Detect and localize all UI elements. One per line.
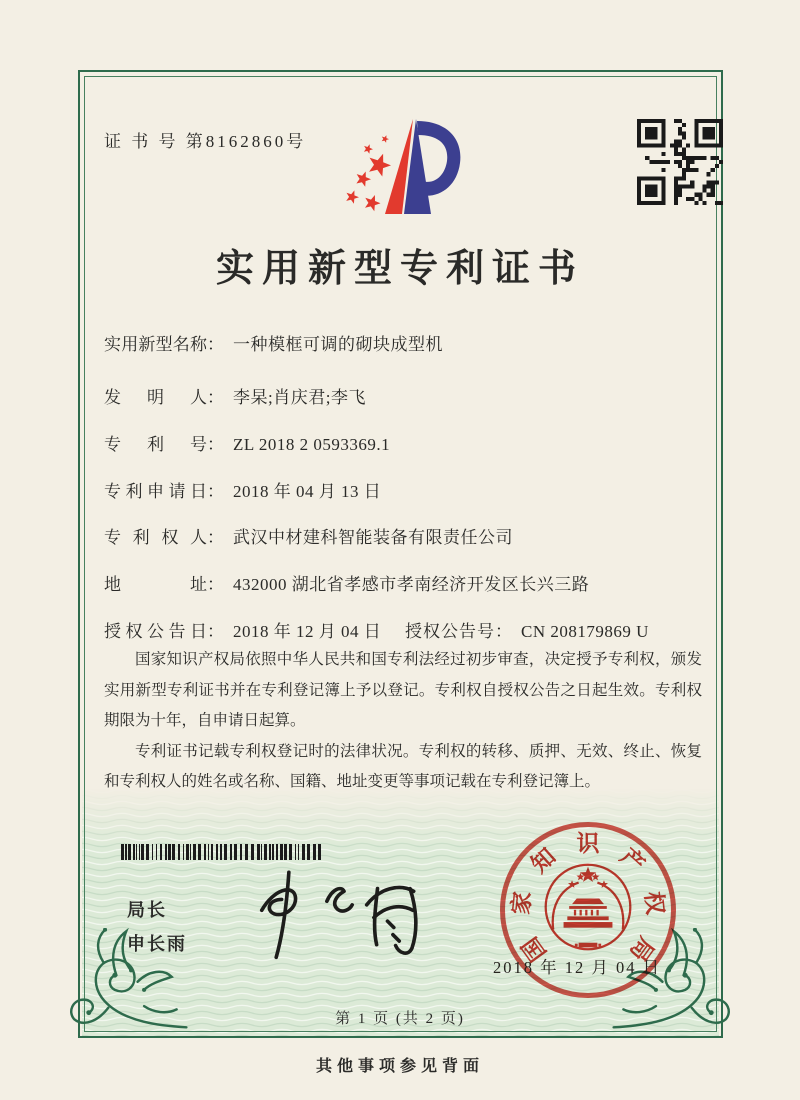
field-value: 一种模框可调的砌块成型机 <box>233 335 443 354</box>
seal-char: 产 <box>615 843 650 878</box>
field-colon: ： <box>207 335 224 354</box>
back-side-note: 其他事项参见背面 <box>315 1058 484 1075</box>
certificate-number: 证 书 号 第8162860号 <box>104 132 307 151</box>
seal-char: 权 <box>640 890 668 916</box>
field-row-grant <box>104 617 649 642</box>
officer-title: 局长 <box>127 900 167 920</box>
field-label: 专利号 <box>104 435 207 454</box>
field-value: ZL 2018 2 0593369.1 <box>233 435 391 454</box>
seal-char: 识 <box>576 831 600 856</box>
field-label: 授权公告号 <box>405 622 495 641</box>
seal-char: 国 <box>517 932 552 966</box>
field-colon: ： <box>207 575 224 594</box>
field-row-filing-date <box>104 477 381 502</box>
field-row-inventors <box>104 383 366 408</box>
field-colon: ： <box>207 388 224 407</box>
seal-char: 知 <box>526 843 561 878</box>
legal-paragraph-2: 专利证书记载专利权登记时的法律状况。专利权的转移、质押、无效、终止、恢复和专利权人的姓名或名称、国籍、地址变更等事项记载在专利登记簿上。 <box>104 742 702 790</box>
field-label: 授权公告日 <box>104 622 207 641</box>
officer-block <box>127 893 187 961</box>
field-row-address <box>104 570 589 595</box>
field-label: 发明人 <box>104 388 207 407</box>
cnipa-logo-icon <box>341 111 476 223</box>
field-colon: ： <box>207 622 224 641</box>
field-row-name <box>104 330 443 355</box>
field-label: 专利申请日 <box>104 482 207 501</box>
field-label: 实用新型名称 <box>104 335 207 354</box>
seal-char: 局 <box>624 932 659 966</box>
field-value: 武汉中材建科智能装备有限责任公司 <box>233 528 513 547</box>
page-number: 第 1 页 (共 2 页) <box>335 1011 465 1027</box>
field-value: 2018 年 12 月 04 日 <box>233 622 382 641</box>
field-value: 李杲;肖庆君;李飞 <box>233 388 366 407</box>
field-value: 432000 湖北省孝感市孝南经济开发区长兴三路 <box>233 575 590 594</box>
field-value: 2018 年 04 月 13 日 <box>233 482 382 501</box>
field-colon: ： <box>207 482 224 501</box>
field-colon: ： <box>207 435 224 454</box>
field-colon: ： <box>495 622 512 641</box>
officer-name: 申长雨 <box>127 934 187 954</box>
certificate-title: 实用新型专利证书 <box>215 248 584 290</box>
field-row-patent-number <box>104 430 390 455</box>
field-colon: ： <box>207 528 224 547</box>
national-emblem-icon <box>541 860 635 954</box>
field-pair-grant-number <box>405 617 649 642</box>
field-row-patentee <box>104 523 513 548</box>
legal-text <box>104 645 702 798</box>
seal-char: 家 <box>508 890 536 916</box>
seal-date: 2018 年 12 月 04 日 <box>493 958 662 977</box>
legal-paragraph-1: 国家知识产权局依照中华人民共和国专利法经过初步审查，决定授予专利权，颁发实用新型专利证书并在专利登记簿上予以登记。专利权自授权公告之日起生效。专利权期限为十年，自申请日起算。 <box>104 651 702 729</box>
qr-code-icon <box>637 119 723 205</box>
director-signature-icon <box>240 858 430 968</box>
field-value: CN 208179869 U <box>521 622 649 641</box>
field-label: 专利权人 <box>104 528 207 547</box>
field-label: 地址 <box>104 575 207 594</box>
